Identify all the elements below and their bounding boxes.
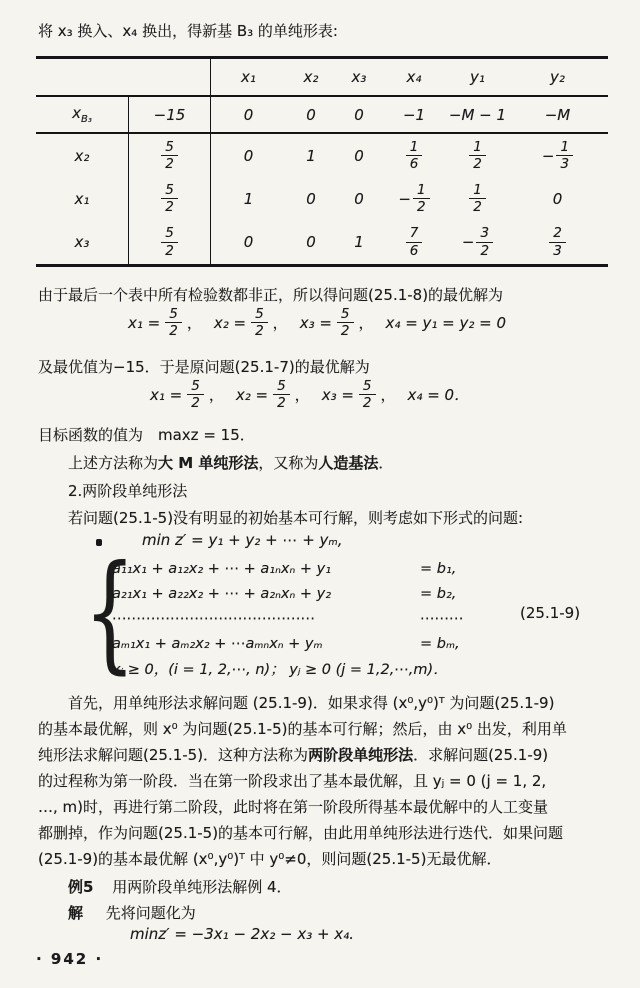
matrix-cell: $\frac{1}{2}$ [446,139,509,172]
system-line: ⋯⋯⋯⋯⋯⋯⋯⋯⋯⋯⋯⋯⋯⋯ ⋯⋯⋯ [112,610,464,627]
left-brace: { [84,538,136,687]
matrix-cell: 0 [306,105,316,124]
row-label: x₃ [74,233,90,251]
matrix-cell: −M [544,105,571,124]
matrix-cell: − $\frac{1}{3}$ [509,139,606,172]
matrix-cell: $\frac{7}{6}$ [382,225,446,258]
row-label: x₂ [74,146,90,165]
matrix-cell: 0 [354,189,364,208]
rhs-cell: $\frac{5}{2}$ [128,177,210,220]
system-line: xᵢ ≥ 0，(i = 1, 2,⋯, n)； yⱼ ≥ 0 (j = 1,2,⋯,m)． [112,662,448,678]
matrix-cell: 0 [354,146,364,165]
matrix-cell: 0 [354,105,364,124]
table-row [36,177,608,220]
matrix-cell: 0 [306,189,316,208]
row-label: x₁ [74,189,90,208]
paragraph-line: 纯形法求解问题(25.1-5)．这种方法称为两阶段单纯形法．求解问题(25.1-9) [38,746,549,764]
matrix-cell: −M − 1 [448,105,507,124]
method-name-line: 上述方法称为大 M 单纯形法，又称为人造基法． [68,454,394,472]
paragraph-line: …, m)时，再进行第二阶段，此时将在第一阶段所得基本最优解中的人工变量 [38,798,549,816]
objective-value-line: 目标函数的值为 maxz = 15． [38,426,255,444]
phase-method-paragraph [38,690,613,872]
solve-line: 解 先将问题化为 [68,904,196,922]
matrix-cell: 0 [210,97,286,132]
matrix-cell: 0 [210,134,286,177]
section-intro: 若问题(25.1-5)没有明显的初始基本可行解，则考虑如下形式的问题: [68,509,524,527]
matrix-cell: 0 [552,189,563,208]
col-header-x4: x₄ [406,68,422,86]
solution-mid: 及最优值为−15．于是原问题(25.1-7)的最优解为 [38,358,370,376]
system-line: a₁₁x₁ + a₁₂x₂ + ⋯ + a₁ₙxₙ + y₁ = b₁, [112,560,457,577]
col-header-y2: y₂ [550,68,565,86]
simplex-table [36,56,608,267]
transformed-objective: minz′ = −3x₁ − 2x₂ − x₃ + x₄. [130,925,354,943]
system-line: aₘ₁x₁ + aₘ₂x₂ + ⋯aₘₙxₙ + yₘ = bₘ, [112,635,460,652]
matrix-cell: 1 [354,233,364,251]
matrix-cell: $\frac{1}{6}$ [382,139,446,172]
solution-equation-1: x₁ = $\frac{5}{2}$ ， x₂ = $\frac{5}{2}$ ， x₃ = $\frac{5}{2}$ ， x₄ = y₁ = y₂ = 0 [128,306,507,340]
paragraph-line: 首先，用单纯形法求解问题 (25.1-9)．如果求得 (x⁰,y⁰)ᵀ 为问题(25.1-9) [68,694,555,712]
solution-lead: 由于最后一个表中所有检验数都非正，所以得问题(25.1-8)的最优解为 [38,286,504,304]
system-line: a₂₁x₁ + a₂₂x₂ + ⋯ + a₂ₙxₙ + y₂ = b₂, [112,585,457,602]
row-label-xb: $x_{B_3}$ [72,104,92,125]
solve-label: 解 [68,904,84,922]
col-header-x2: x₂ [303,68,319,86]
phase1-objective: min z′ = y₁ + y₂ + ⋯ + yₘ, [142,531,343,549]
equation-tail: x₄ = y₁ = y₂ = 0 [385,313,507,332]
objective-row [36,97,608,134]
col-header-y1: y₁ [470,68,485,86]
objective-value-cell: −15 [128,97,210,132]
matrix-cell: − $\frac{3}{2}$ [446,225,509,258]
equation-tail: x₄ = 0． [407,386,470,405]
matrix-cell: $\frac{2}{3}$ [509,225,606,258]
rhs-cell: $\frac{5}{2}$ [128,220,210,264]
col-header-x3: x₃ [351,68,367,86]
matrix-cell: − $\frac{1}{2}$ [382,182,446,215]
table-row [36,134,608,177]
matrix-cell: $\frac{1}{2}$ [446,182,509,215]
section-heading: 2.两阶段单纯形法 [68,482,188,500]
paragraph-line: 都删掉，作为问题(25.1-5)的基本可行解，由此用单纯形法进行迭代．如果问题 [38,824,564,842]
intro-line: 将 x₃ 换入、x₄ 换出，得新基 B₃ 的单纯形表: [38,22,338,40]
rhs-cell: $\frac{5}{2}$ [128,134,210,177]
matrix-cell: −1 [402,105,426,124]
matrix-cell: 1 [210,177,286,220]
paragraph-line: 的过程称为第一阶段．当在第一阶段求出了基本最优解，且 yⱼ = 0 (j = 1, 2, [38,772,547,790]
page-number: · 942 · [36,950,104,968]
paragraph-line: (25.1-9)的基本最优解 (x⁰,y⁰)ᵀ 中 y⁰≠0，则问题(25.1-5)无最优解． [38,850,502,868]
paragraph-line: 的基本最优解，则 x⁰ 为问题(25.1-5)的基本可行解；然后，由 x⁰ 出发，利用单 [38,720,567,738]
equation-number: (25.1-9) [520,604,581,622]
matrix-cell: 0 [210,220,286,264]
table-row [36,220,608,264]
example-line: 例5 用两阶段单纯形法解例 4． [68,878,292,896]
col-header-x1: x₁ [210,59,286,95]
matrix-cell: 0 [306,233,316,251]
matrix-cell: 1 [306,146,316,165]
solution-equation-2: x₁ = $\frac{5}{2}$ ， x₂ = $\frac{5}{2}$ ， x₃ = $\frac{5}{2}$ ， x₄ = 0． [150,378,470,412]
example-label: 例5 [68,878,94,896]
table-header-row [36,59,608,97]
